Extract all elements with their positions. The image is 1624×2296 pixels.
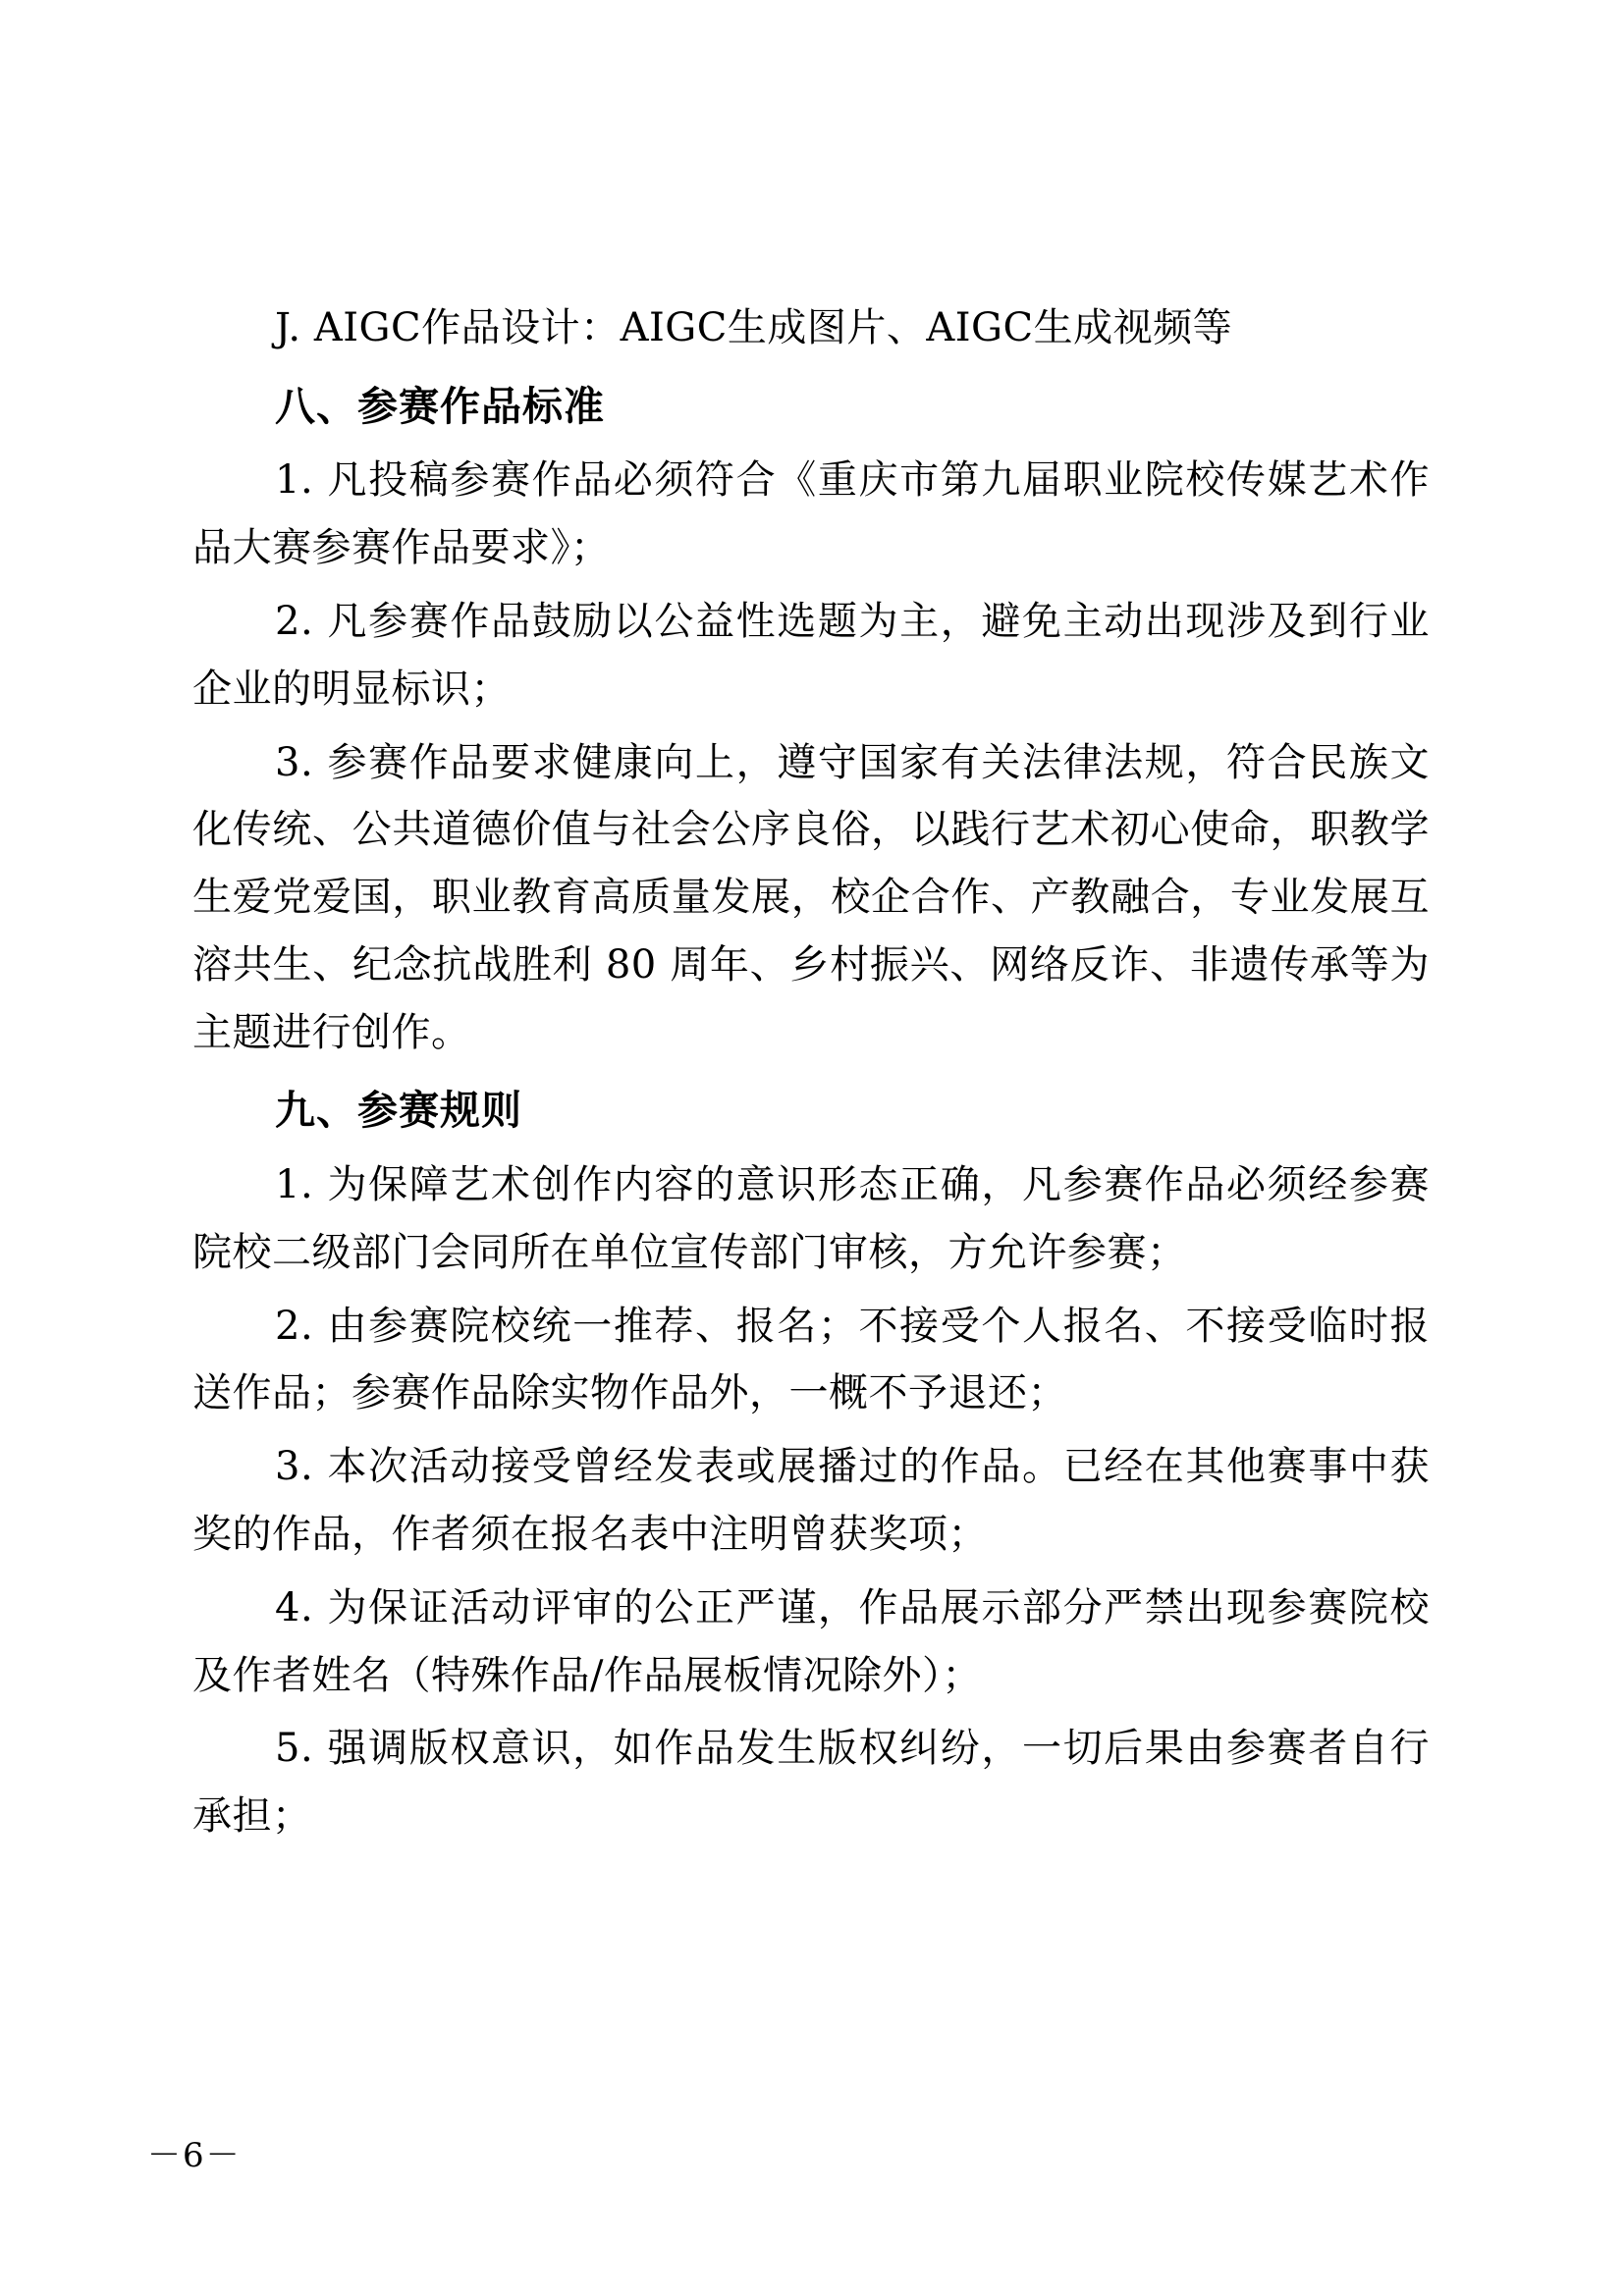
section-heading-8: 八、参赛作品标准: [275, 382, 605, 430]
rules-item-4: 4. 为保证活动评审的公正严谨，作品展示部分严禁出现参赛院校及作者姓名（特殊作品/作品展板情况除外）；: [192, 1584, 1430, 1698]
page-number: －6－: [147, 2136, 242, 2175]
document-body: [192, 294, 1430, 1856]
rules-item-1: 1. 为保障艺术创作内容的意识形态正确，凡参赛作品必须经参赛院校二级部门会同所在单位宣传部门审核，方允许参赛；: [192, 1162, 1430, 1275]
rules-item-3: 3. 本次活动接受曾经发表或展播过的作品。已经在其他赛事中获奖的作品，作者须在报名表中注明曾获奖项；: [192, 1444, 1430, 1557]
rules-item-5: 5. 强调版权意识，如作品发生版权纠纷，一切后果由参赛者自行承担；: [192, 1726, 1430, 1840]
aigc-item: J. AIGC作品设计：AIGC生成图片、AIGC生成视频等: [275, 305, 1233, 350]
standards-item-2: 2. 凡参赛作品鼓励以公益性选题为主，避免主动出现涉及到行业企业的明显标识；: [192, 598, 1430, 712]
rules-item-2: 2. 由参赛院校统一推荐、报名；不接受个人报名、不接受临时报送作品；参赛作品除实物作品外，一概不予退还；: [192, 1303, 1430, 1416]
section-heading-9: 九、参赛规则: [275, 1087, 522, 1135]
standards-item-3: 3. 参赛作品要求健康向上，遵守国家有关法律法规，符合民族文化传统、公共道德价值与社会公序良俗，以践行艺术初心使命，职教学生爱党爱国，职业教育高质量发展，校企合作、产教融合，专业发展互溶共生、纪念抗战胜利 80 周年、乡村振兴、网络反诈、非遗传承等为主题进行创作。: [192, 739, 1430, 1055]
standards-item-1: 1. 凡投稿参赛作品必须符合《重庆市第九届职业院校传媒艺术作品大赛参赛作品要求》；: [192, 457, 1430, 571]
